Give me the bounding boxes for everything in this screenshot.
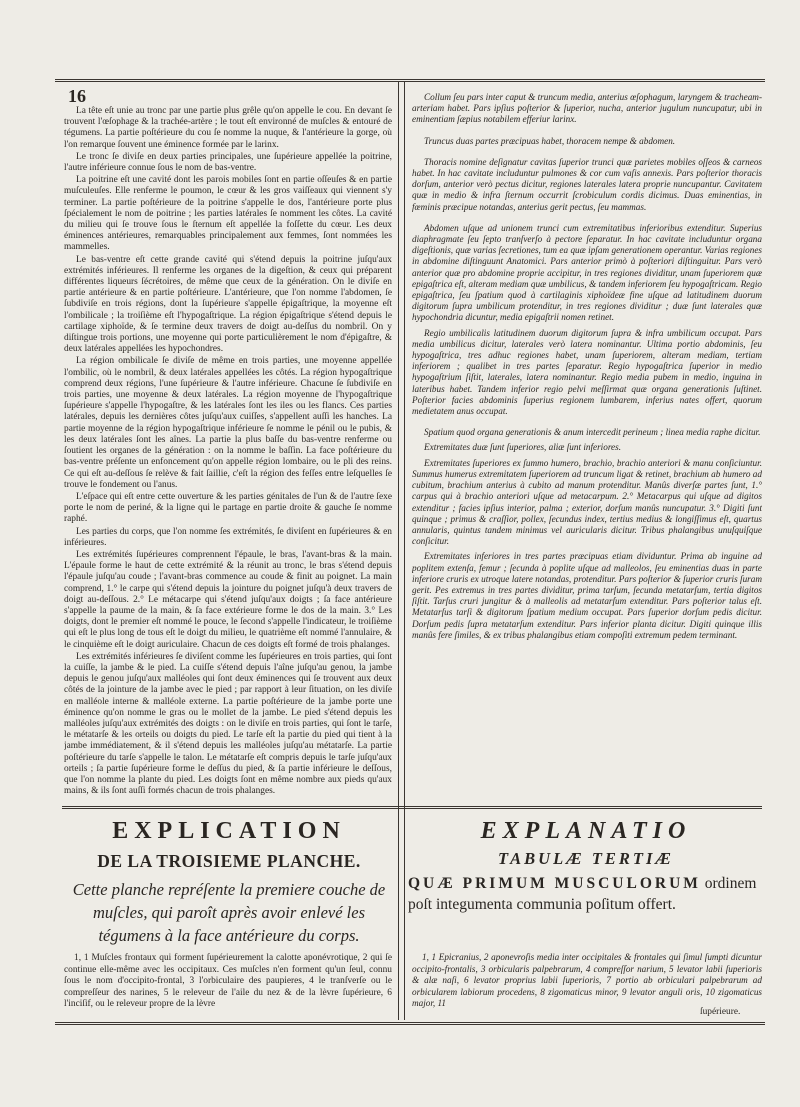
paragraph: L'eſpace qui eſt entre cette ouverture & les parties génitales de l'un & de l'autre ſexe porte le nom de periné, & la ligne qui le partage en partie droite & gauche ſe nomme raphé. <box>64 491 392 525</box>
heading-subtitle: DE LA TROISIEME PLANCHE. <box>97 851 361 871</box>
heading-title: EXPLICATION <box>112 818 346 844</box>
french-text-column <box>64 106 392 801</box>
paragraph: Truncus duas partes præcipuas habet, thoracem nempe & abdomen. <box>424 135 676 146</box>
paragraph: Regio umbilicalis latitudinem duorum digitorum ſupra & infra umbilicum occupat. Pars media umbilicus dicitur, laterales verò latera nominantur. Ultima portio abdominis, ſeu hypogaſtrica, tres adhuc regiones habet, unam ſuperiorem, alteram mediam, tertiam inferiorem ; qualibet in tres partes ſeparatur. Regio hypogaſtrica ſuperior in medio hypogaſtrium ſiſtit, laterales, latera nominantur. Regio media pubem in medio, inguina in lateribus habet. Tandem inferior regio pelvi meſſirmat quæ organa generationis ſuſtinet. Poſterior facies abdominis ſuperius regionem lumbarem, inferius nates offert, quorum medietatem anus occupat. <box>412 327 762 417</box>
paragraph: Spatium quod organa generationis & anum intercedit perineum ; linea media raphe dicitur. <box>424 427 761 438</box>
paragraph: Abdomen uſque ad unionem trunci cum extremitatibus inferioribus extenditur. Superius diaphragmate ſeu ſepto tranſverſo à pectore ſeparatur. In hac cavitate includuntur organa digeſtionis, quæ varias ſecretiones, tum ea quæ ipſam generationem operantur. Varias regiones in abdomine diſtinguunt Anatomici. Pars anterior primò à poſteriori diſtinguitur. Pars verò anterior quæ pro abdomine proprie accipitur, in tres regiones dividitur, unam ſuperiorem quæ epigaſtrica eſt, alteram mediam quæ umbilicus, & tandem inferiorem ſeu hypogaſtricam. Regio epigaſtrica, ſeu ſpatium quod à cartilaginis xiphoïdeæ fine uſque ad latitudinem duorum digitorum ſupra umbilicum protenditur, in tres regiones dividitur ; duæ ſunt laterales quæ hypochondria dicuntur, media epigaſtrii nomen retinet. <box>412 222 762 323</box>
latin-plate-heading <box>408 818 764 915</box>
paragraph: La région ombilicale ſe diviſe de même en trois parties, une moyenne appellée l'ombilic, où le nombril, & deux latérales appellées les côtés. La région hypogaſtrique comprend deux régions, l'une ſupérieure & l'autre inférieure. Chacune ſe ſubdiviſe en trois parties, une moyenne & deux latérales. La région moyenne de l'hypogaſtrique ſupérieure s'appelle l'hypogaſtre, & les latérales ſont les iles ou les flancs. Ces parties latérales, depuis les dernières côtes juſqu'aux cuiſſes, s'appellent auſſi les hanches. La partie moyenne de la région hypogaſtrique inférieure ſe nomme le pénil ou le pubis, & les deux latérales ſont les aînes. La partie la plus baſſe du bas-ventre renferme ou ſoutient les organes de la génération : on la nomme le baſſin. La face poſtérieure du bas-ventre préſente un enfoncement qu'on appelle région lombaire, ou le pli des reins. Ce qui eſt au-deſſous ſe relève & fait ſaillie, c'eſt la région des feſſes entre leſquelles ſe trouve le fondement ou l'anus. <box>64 356 392 490</box>
heading-title: EXPLANATIO <box>480 818 692 844</box>
french-legend: 1, 1 Muſcles frontaux qui forment ſupérieurement la calotte aponévrotique, 2 qui ſe continue elle-même avec les occipitaux. Ces muſcles n'en forment qu'un ſeul, connu ſous le nom d'occipito-frontal, 3 l'orbiculaire des paupieres, 4 le tranſverſe ou le compreſſeur des narines, 5 le releveur de l'aile du nez & de la lèvre ſupérieure, 6 l'inciſif, ou le releveur propre de la lèvre <box>64 953 392 1010</box>
legend-continuation: ſupérieure. <box>700 1007 741 1017</box>
heading-description: Cette planche repréſente la premiere couche de muſcles, qui paroît après avoir enlevé les tégumens à la face antérieure du corps. <box>72 880 386 945</box>
paragraph: Collum ſeu pars inter caput & truncum media, anterius œſophagum, laryngem & tracheam-arteriam habet. Pars ipſius poſterior & ſuperior, nucha, anterior jugulum nuncupatur, ubi in eminentiam ſæpius notabilem efferiur larinx. <box>412 92 762 125</box>
heading-description-caps: QUÆ PRIMUM MUSCULORUM <box>408 875 701 892</box>
heading-description <box>408 873 764 915</box>
column-divider <box>398 82 405 1020</box>
bottom-rule <box>55 1022 765 1025</box>
latin-text-column <box>412 92 762 802</box>
paragraph: La tête eſt unie au tronc par une partie plus grêle qu'on appelle le cou. En devant ſe trouvent l'œſophage & la trachée-artère ; le tout eſt environné de muſcles & entouré de tégumens. La partie poſtérieure du cou ſe nomme la nuque, & l'antérieure la gorge, où l'on remarque ſouvent une éminence formée par le larinx. <box>64 106 392 150</box>
paragraph: Les extrémités ſupérieures comprennent l'épaule, le bras, l'avant-bras & la main. L'épaule forme le haut de cette extrémité & la réunit au tronc, le bras s'étend depuis l'épaule juſqu'au coude ; l'avant-bras commence au coude & finit au poignet. La main comprend, 1.° le carpe qui s'étend depuis la jointure du poignet juſqu'à deux travers de doigt au-deſſous. 2.° Le métacarpe qui s'étend juſqu'aux doigts ; ſa face antérieure s'appelle la paume de la main, & ſa face extérieure forme le dos de la main. 3.° Les doigts, dont le premier eſt nommé le pouce, le ſecond s'appelle l'indicateur, le troiſième qui eſt le plus long de tous eſt le doigt du milieu, le quatrième eſt nommé l'annulaire, & le cinquième eſt le doigt auriculaire. Chacun de ces doigts eſt formé de trois phalanges. <box>64 549 392 650</box>
paragraph: Thoracis nomine deſignatur cavitas ſuperior trunci quæ parietes mobiles oſſeos & carneos habet. In hac cavitate includuntur pulmones & cor cum vaſis annexis. Pars poſterior thoracis dorſum, anterior verò pectus dicitur, regiones laterales latera proprie nuncupantur. Cavitatem quæ in medio & infra ſternum occurrit ſcrobiculum cordis dicimus. Duas eminentias, in fœminis præcipue notandas, anterius gerit pectus, ſeu mammas. <box>412 156 762 212</box>
paragraph: Le tronc ſe diviſe en deux parties principales, une ſupérieure appellée la poitrine, l'autre inférieure connue ſous le nom de bas-ventre. <box>64 151 392 174</box>
top-rule <box>55 79 765 82</box>
paragraph: Le bas-ventre eſt cette grande cavité qui s'étend depuis la poitrine juſqu'aux extrémités inférieures. Il renferme les organes de la digeſtion, & ceux qui préparent différentes liqueurs ſécrétoires, de même que ceux de la génération. On le diviſe en partie antérieure & en partie poſtérieure. L'antérieure, que l'on nomme l'abdomen, ſe ſubdiviſe en trois régions, dont la ſupérieure s'appelle épigaſtrique, la moyenne eſt l'ombilicale ; la troiſième eſt l'hypogaſtrique. La région épigaſtrique s'étend depuis le cartilage xiphoïde, & ſe termine deux travers de doigt au-deſſus du nombril. On y diſtingue trois portions, une moyenne qui porte particulièrement le nom d'épigaſtre, & deux latérales appellées les hypochondres. <box>64 254 392 355</box>
page-number: 16 <box>68 86 86 106</box>
middle-rule <box>62 806 762 809</box>
heading-subtitle: TABULÆ TERTIÆ <box>497 849 675 868</box>
paragraph: Extremitates duæ ſunt ſuperiores, aliæ ſunt inferiores. <box>424 442 622 453</box>
paragraph: La poitrine eſt une cavité dont les parois mobiles ſont en partie oſſeuſes & en partie muſculeuſes. Elle renferme le poumon, le cœur & les gros vaiſſeaux qui viennent s'y terminer. La partie poſtérieure de la poitrine s'appelle le dos, l'antérieure porte plus ſpécialement le nom de poitrine ; les parties latérales ſe nomment les côtes. La cavité du milieu qui ſe trouve ſous le ſternum eſt appellée la foſſette du cœur. Les deux éminences antérieures, remarquables principalement aux femmes, ſont nommées les mammelles. <box>64 175 392 253</box>
paragraph: Les extrémités inférieures ſe diviſent comme les ſupérieures en trois parties, qui ſont la cuiſſe, la jambe & le pied. La cuiſſe s'étend depuis l'aîne juſqu'au genou, la jambe depuis le genou juſqu'aux malléoles qui ſont deux éminences qui ſe trouvent aux deux côtés de la jointure de la jambe avec le pied ; par rapport à leur ſituation, on les diviſe en malléole interne & malléole externe. La partie poſtérieure de la jambe porte une éminence qu'on nomme le gras ou le mollet de la jambe. Le pied s'étend depuis les malléoles juſqu'aux extrémités des doigts : on le diviſe en trois parties, qui ſont le tarſe, le métatarſe & les orteils ou doigts du pied. Le tarſe eſt la partie du pied qui tient à la jambe immédiatement, & il s'étend depuis les malléoles juſqu'au métatarſe. La partie poſtérieure du tarſe s'appelle le talon. Le métatarſe eſt compris depuis le tarſe juſqu'aux orteils ; ſa partie ſupérieure forme le deſſus du pied, & ſa partie inférieure le deſſous, que l'on nomme la plante du pied. Les doigts ſont en même nombre aux pieds qu'aux mains, & ils ſont auſſi formés chacun de trois phalanges. <box>64 651 392 797</box>
heading-description-text: ordinem poſt integumenta communia poſitum offert. <box>408 875 757 913</box>
paragraph: Les parties du corps, que l'on nomme ſes extrémités, ſe diviſent en ſupérieures & en inférieures. <box>64 526 392 548</box>
french-plate-heading <box>64 818 394 947</box>
paragraph: Extremitates ſuperiores ex ſummo humero, brachio, brachio anteriori & manu conſiciuntur. Summus humerus extremitatem ſuperiorem ad truncum ligat & retinet, brachium ab humero ad cubitum, brachium anterius à cubito ad manum protenditur. Manûs diverſæ partes ſunt, 1.° carpus qui à brachio anteriori uſque ad metacarpum. 2.° Metacarpus qui uſque ad digitos extenditur ; facies ipſius interior, palma ; exterior, dorſum manûs nuncupatur. 3.° Digiti ſunt quinque ; primus & craſſior, pollex, ſecundus index, tertius medius & longiſſimus eſt, quartus annularis, quintus tandem minimus vel auricularis dicitur. Tribus phalangibus unuſquiſque conſicitur. <box>412 457 762 547</box>
latin-legend: 1, 1 Epicranius, 2 aponevroſis media inter occipitales & frontales qui ſimul ſumpti dicuntur occipito-frontalis, 3 orbicularis palpebrarum, 4 compreſſor narium, 5 levator labii ſuperioris & alæ naſi, 6 levator proprius labii ſuperioris, 7 portio ab orbiculari palpebrarum ad orbicularem labiorum procedens, 8 zigomaticus minor, 9 levator anguli oris, 10 zigomaticus major, 11 <box>412 952 762 1009</box>
paragraph: Extremitates inferiores in tres partes præcipuas etiam dividuntur. Prima ab inguine ad poplitem extenſa, femur ; ſecunda à poplite uſque ad malleolos, ſeu eminentias duas in parte inferiore cruris ex utroque latere notandas, protenditur. Pars poſterior & ſuperior cruris ſuram gerit. Pes extremus in tres partes dividitur, prima tarſum, ſecunda metatarſum, tertia digitos ſiſtit. Tarſus cruri jungitur & à malleolis ad metatarſum extenditur. Pars poſterior talus eſt. Metatarſus tarſi & digitorum ſpatium medium occupat. Pars ſuperior dorſum pedis dicitur. Dorſum pedis ſupra metatarſum extenditur. Pars inferior planta dicitur. Digiti quinque illis manûs fere ſimiles, & ex tribus phalangibus etiam compoſiti extremum pedem terminant. <box>412 551 762 640</box>
